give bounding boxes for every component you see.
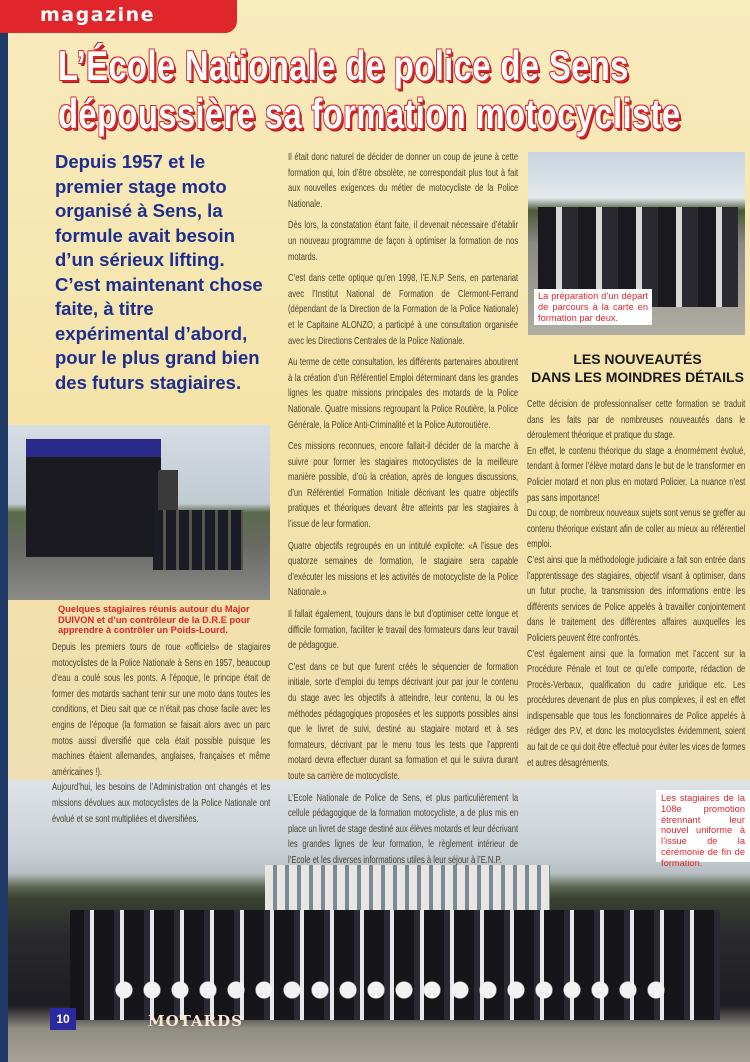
group-photo-caption: Les stagiaires de la 108e promotion étrennant leur nouvel uniforme à l’issue de la cérémonie de fin de formation. — [656, 790, 750, 862]
truck-photo — [8, 425, 270, 600]
left-column — [52, 640, 270, 833]
paragraph: C’est également ainsi que la formation met l’accent sur la Procédure Pénale et tout ce qu’elle comporte, rédaction de Procès-Verbaux, qualification du cadre juridique etc. Les procédures devenant de plus en plus complexes, il est en effet indispensable que tous les fonctionnaires de Police appelés à rédiger des P.V, et donc les motocyclistes évidemment, soient au fait de ce qui doit être effectué pour éviter les vices de formes et autres désagréments. — [527, 648, 746, 769]
truck-photo-caption: Quelques stagiaires réunis autour du Major DUIVON et d’un contrôleur de la D.R.E pour apprendre à contrôler un Poids-Lourd. — [58, 604, 251, 635]
section-heading — [530, 350, 745, 386]
section-tab — [0, 0, 237, 33]
paragraph: Il était donc naturel de décider de donner un coup de jeune à cette formation qui, loin d’être obsolète, ne correspondait plus tout à fait aux nouvelles exigences du métier de motocycliste de la Police Nationale. — [288, 152, 519, 210]
paragraph: Quatre objectifs regroupés en un intitulé explicite: «A l’issue des quatorze semaines de formation, le stagiaire sera capable d’exécuter les missions et les activités de motocycliste de la Police Nationale.» — [288, 540, 519, 599]
right-column — [527, 397, 745, 777]
paragraph: C’est dans ce but que furent créés le séquencier de formation initiale, sorte d’emploi du temps décrivant jour par jour le contenu du stage avec les objectifs à atteindre, leur contenu, la ou les méthodes pédagogiques proposées et les supports possibles ainsi que le livret de suivi, destiné au stagiaire motard et à ses formateurs, décrivant par le menu tous les tests que l’apprenti motard devra effectuer durant sa formation et qui le suivra durant toute sa carrière de motocycliste. — [288, 661, 519, 782]
paragraph: Depuis les premiers tours de roue «officiels» de stagiaires motocyclistes de la Police Nationale à Sens en 1957, beaucoup d’eau a coulé sous les ponts. A l’époque, le principe était de former des motards sachant tenir sur une moto dans toutes les conditions, et Dieu sait que ce n’était pas chose facile avec les engins de l’époque (la formation se faisait alors avec un parc motos aussi diversifié que cela était possible puisque les machines étaient allemandes, anglaises, françaises et même américaines !). — [52, 642, 271, 778]
article-title-line2: dépoussière sa formation motocycliste — [58, 90, 681, 137]
section-label: magazine — [40, 4, 156, 26]
paragraph: Cette décision de professionnaliser cette formation se traduit dans les faits par de nombreuses nouveautés dans le déroulement théorique et pratique du stage. — [527, 399, 746, 442]
paragraph: Ces missions reconnues, encore fallait-il décider de la marche à suivre pour former les stagiaires motocyclistes de la meilleure manière possible, d’où la création, après de longues discussions, d’un Référentiel Formation Initiale décrivant les quatre objectifs pratiques et théoriques devant être atteints par les stagiaires à l’issue de leur formation. — [288, 441, 519, 531]
paragraph: En effet, le contenu théorique du stage a énormément évolué, tendant à former l’élève motard dans le but de le transformer en Policier motard et non plus en motard Policier. La nuance n’est pas sans importance! — [527, 445, 746, 504]
page-number: 10 — [50, 1008, 76, 1030]
intro-lead: Depuis 1957 et le premier stage moto organisé à Sens, la formule avait besoin d’un sérieux lifting. C’est maintenant chose faite, à titre expérimental d’abord, pour le plus grand bien des futurs stagiaires. — [55, 151, 263, 393]
paragraph: Du coup, de nombreux nouveaux sujets sont venus se greffer au contenu théorique existant afin de coller au mieux au référentiel emploi. — [527, 508, 746, 551]
paragraph: L’Ecole Nationale de Police de Sens, et plus particulièrement la cellule pédagogique de la formation motocycliste, a de plus mis en place un livret de stage destiné aux élèves motards et leur décrivant les grandes lignes de leur formation, le règlement intérieur de l’Ecole et les diverses informations utiles à leur séjour à l’E.N.P. — [288, 792, 519, 866]
left-edge-strip — [0, 0, 8, 1062]
helmets-row — [110, 975, 670, 1005]
motorcycles-photo-caption: La préparation d’un départ de parcours à la carte en formation par deux. — [534, 289, 652, 325]
magazine-name: MOTARDS — [148, 1012, 243, 1030]
paragraph: Dès lors, la constatation étant faite, il devenait nécessaire d’établir un nouveau programme de façon à optimiser la formation de nos motards. — [288, 220, 519, 263]
heading-line1: LES NOUVEAUTÉS — [573, 351, 702, 367]
paragraph: C’est ainsi que la méthodologie judiciaire a fait son entrée dans l’apprentissage des stagiaires, objectif visant à optimiser, dans un futur proche, la transmission des informations entre les différents services de Police appelés à travailler conjointement dans le traitement des différentes affaires auxquelles les Policiers peuvent être confrontés. — [527, 554, 746, 644]
truck — [26, 439, 161, 557]
motorcycles-photo — [528, 152, 745, 335]
paragraph: Aujourd’hui, les besoins de l’Administration ont changés et les missions dévolues aux motocyclistes de la Police Nationale ont évolué et se sont multipliées et diversifiées. — [52, 782, 271, 825]
paragraph: Au terme de cette consultation, les différents partenaires aboutirent à la création d’un Référentiel Emploi déterminant dans les grandes lignes les quatre missions principales des motards de la Police Nationale. Quatre missions regroupant la Police Routière, la Police Générale, la Police Anti-Criminalité et la Police Autoroutière. — [288, 357, 519, 431]
middle-column — [288, 150, 518, 875]
article-title-line1: L’École Nationale de police de Sens — [58, 42, 629, 89]
paragraph: C’est dans cette optique qu’en 1998, l’E.N.P Sens, en partenariat avec l’Institut National de Formation de Clermont-Ferrand (dépendant de la Direction de la Formation de la Police Nationale) et le Capitaine ALONZO, a participé à une consultation organisée avec les Directions Centrales de la Police Nationale. — [288, 273, 519, 347]
heading-line2: DANS LES MOINDRES DÉTAILS — [531, 369, 744, 385]
people-group — [153, 510, 243, 570]
paragraph: Il fallait également, toujours dans le but d’optimiser cette longue et difficile formation, faciliter le travail des formateurs dans leur travail de pédagogue. — [288, 609, 519, 652]
